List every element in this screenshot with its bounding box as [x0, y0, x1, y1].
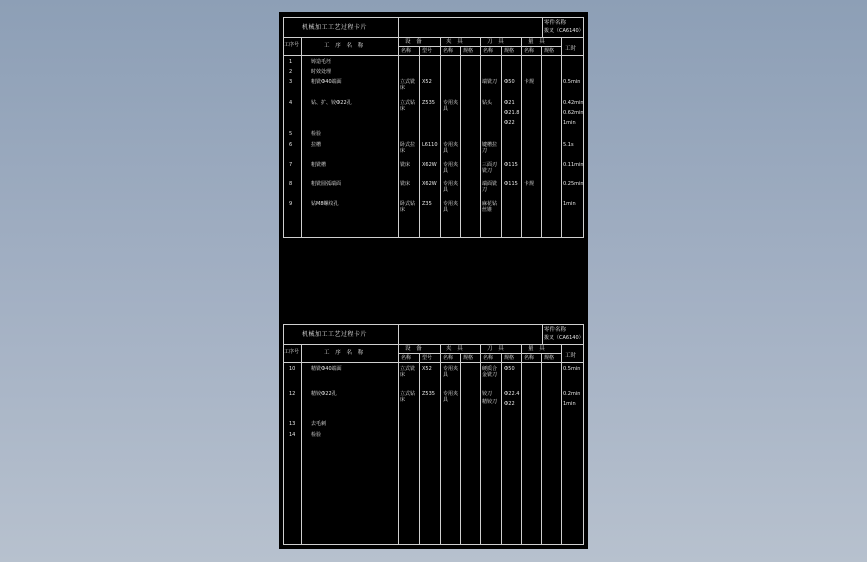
step-name: 粗铣槽 — [311, 162, 327, 168]
tool-name-2: 精铰刀 — [482, 399, 498, 405]
work-hours: 0.42min — [563, 100, 584, 106]
equipment-model: Z35 — [422, 201, 432, 207]
gauge-header: 量 具 — [528, 346, 547, 352]
subheader-spec: 规格 — [504, 355, 515, 361]
tool-header: 刀 具 — [487, 346, 506, 352]
subheader-spec: 规格 — [463, 48, 474, 54]
step-name: 铸造毛坯 — [311, 59, 332, 65]
work-hours: 1min — [563, 201, 576, 207]
equipment-name: 立式铣床 — [400, 79, 416, 91]
rule-v — [419, 46, 420, 237]
rule-v — [561, 37, 562, 237]
equipment-name: 铣床 — [400, 162, 411, 168]
step-no: 3 — [289, 79, 293, 85]
rule-v — [301, 37, 302, 237]
tool-name: 钻头 — [482, 100, 493, 106]
equipment-name: 立式钻床 — [400, 391, 416, 403]
step-no: 7 — [289, 162, 293, 168]
step-no: 5 — [289, 131, 293, 137]
process-card-1 — [283, 17, 584, 238]
fixture-name: 专用夹具 — [443, 366, 459, 378]
work-hours: 5.1s — [563, 142, 574, 148]
equipment-model: X52 — [422, 79, 432, 85]
rule-v — [440, 344, 441, 353]
rule-v — [542, 18, 543, 37]
step-no: 6 — [289, 142, 293, 148]
tool-name: 麻花钻丝锥 — [482, 201, 498, 213]
tool-spec: Ф50 — [504, 366, 515, 372]
step-name-header: 工 序 名 称 — [324, 350, 366, 356]
work-hours-3: 1min — [563, 120, 576, 126]
gauge-name: 卡规 — [524, 79, 535, 85]
rule-v — [398, 325, 399, 544]
step-no-header: 工序号 — [284, 42, 300, 48]
fixture-name: 专用夹具 — [443, 100, 459, 112]
fixture-name: 专用夹具 — [443, 201, 459, 213]
part-name-label: 零件名称 — [544, 327, 567, 333]
subheader-name: 名称 — [524, 48, 535, 54]
subheader-spec: 规格 — [463, 355, 474, 361]
step-no: 4 — [289, 100, 293, 106]
rule-v — [440, 37, 441, 46]
equipment-name: 立式钻床 — [400, 100, 416, 112]
subheader-spec: 规格 — [544, 48, 555, 54]
step-no: 1 — [289, 59, 293, 65]
step-name: 钻M8螺纹孔 — [311, 201, 339, 207]
rule-v — [440, 46, 441, 237]
tool-spec: Ф115 — [504, 181, 518, 187]
work-hours-2: 0.62min — [563, 110, 584, 116]
equipment-model: Z535 — [422, 391, 435, 397]
rule-h — [284, 362, 583, 363]
tool-spec-3: Ф22 — [504, 120, 515, 126]
step-name: 精铰Ф22孔 — [311, 391, 337, 397]
work-hours: 0.2min — [563, 391, 581, 397]
step-name: 精铣Ф40端面 — [311, 366, 342, 372]
step-no: 8 — [289, 181, 293, 187]
fixture-name: 专用夹具 — [443, 181, 459, 193]
tool-name: 铰刀 — [482, 391, 493, 397]
step-name: 钻、扩、铰Ф22孔 — [311, 100, 352, 106]
subheader-name: 名称 — [443, 355, 454, 361]
step-name: 时效处理 — [311, 69, 332, 75]
step-name: 拉槽 — [311, 142, 322, 148]
equipment-name: 立式铣床 — [400, 366, 416, 378]
rule-v — [440, 353, 441, 544]
card-title: 机械加工工艺过程卡片 — [302, 331, 368, 338]
tool-name: 三面刃铣刀 — [482, 162, 498, 174]
rule-v — [301, 344, 302, 544]
step-name-header: 工 序 名 称 — [324, 43, 366, 49]
rule-v — [480, 344, 481, 353]
rule-v — [521, 344, 522, 353]
tool-spec: Ф50 — [504, 79, 515, 85]
step-no: 12 — [289, 391, 296, 397]
work-hours-2: 1min — [563, 401, 576, 407]
subheader-name: 名称 — [443, 48, 454, 54]
tool-spec: Ф22.4 — [504, 391, 520, 397]
subheader-name: 名称 — [401, 48, 412, 54]
rule-v — [521, 353, 522, 544]
tool-header: 刀 具 — [487, 39, 506, 45]
rule-v — [419, 353, 420, 544]
work-hours: 0.25min — [563, 181, 584, 187]
equipment-model: X62W — [422, 162, 437, 168]
step-no-header: 工序号 — [284, 349, 300, 355]
tool-name: 硬质合金铣刀 — [482, 366, 498, 378]
rule-v — [521, 37, 522, 46]
fixture-header: 夹 具 — [446, 39, 465, 45]
part-name-value: 拨叉（CA6140） — [544, 28, 584, 34]
gauge-name: 卡规 — [524, 181, 535, 187]
equipment-header: 设 备 — [405, 39, 424, 45]
rule-v — [480, 37, 481, 46]
equipment-name: 卧式钻床 — [400, 201, 416, 213]
step-name: 检验 — [311, 131, 322, 137]
rule-v — [541, 353, 542, 544]
subheader-name: 名称 — [401, 355, 412, 361]
rule-v — [398, 18, 399, 237]
step-no: 2 — [289, 69, 293, 75]
rule-v — [460, 353, 461, 544]
step-name: 去毛刺 — [311, 421, 327, 427]
work-hours: 0.11min — [563, 162, 584, 168]
equipment-model: Z535 — [422, 100, 435, 106]
subheader-model: 型号 — [422, 355, 433, 361]
equipment-model: L6110 — [422, 142, 438, 148]
part-name-value: 拨叉（CA6140） — [544, 335, 584, 341]
equipment-model: X62W — [422, 181, 437, 187]
tool-name: 端铣刀 — [482, 79, 498, 85]
step-no: 14 — [289, 432, 296, 438]
work-hours: 0.5min — [563, 79, 581, 85]
rule-v — [501, 353, 502, 544]
gauge-header: 量 具 — [528, 39, 547, 45]
rule-h — [398, 37, 583, 38]
rule-v — [541, 46, 542, 237]
rule-v — [521, 46, 522, 237]
tool-name: 键槽拉刀 — [482, 142, 498, 154]
subheader-name: 名称 — [483, 48, 494, 54]
step-no: 9 — [289, 201, 293, 207]
rule-v — [542, 325, 543, 344]
fixture-name: 专用夹具 — [443, 142, 459, 154]
drawing-sheet — [279, 12, 588, 549]
subheader-name: 名称 — [483, 355, 494, 361]
tool-spec: Ф21 — [504, 100, 515, 106]
equipment-name: 卧式拉床 — [400, 142, 416, 154]
tool-spec-2: Ф21.8 — [504, 110, 520, 116]
step-name: 粗铣Ф40端面 — [311, 79, 342, 85]
tool-name: 端面铣刀 — [482, 181, 498, 193]
rule-v — [501, 46, 502, 237]
process-card-2 — [283, 324, 584, 545]
subheader-spec: 规格 — [544, 355, 555, 361]
rule-v — [561, 344, 562, 544]
rule-v — [480, 353, 481, 544]
rule-h — [398, 344, 583, 345]
card-title: 机械加工工艺过程卡片 — [302, 24, 368, 31]
rule-v — [480, 46, 481, 237]
step-name: 粗铣圆弧端面 — [311, 181, 342, 187]
work-hours: 0.5min — [563, 366, 581, 372]
fixture-name: 专用夹具 — [443, 391, 459, 403]
subheader-model: 型号 — [422, 48, 433, 54]
equipment-header: 设 备 — [405, 346, 424, 352]
equipment-name: 铣床 — [400, 181, 411, 187]
step-no: 10 — [289, 366, 296, 372]
tool-spec: Ф115 — [504, 162, 518, 168]
tool-spec-2: Ф22 — [504, 401, 515, 407]
step-name: 检验 — [311, 432, 322, 438]
fixture-header: 夹 具 — [446, 346, 465, 352]
work-hours-header: 工时 — [565, 353, 577, 359]
subheader-name: 名称 — [524, 355, 535, 361]
step-no: 13 — [289, 421, 296, 427]
work-hours-header: 工时 — [565, 46, 577, 52]
equipment-model: X52 — [422, 366, 432, 372]
rule-h — [284, 55, 583, 56]
fixture-name: 专用夹具 — [443, 162, 459, 174]
rule-v — [460, 46, 461, 237]
subheader-spec: 规格 — [504, 48, 515, 54]
part-name-label: 零件名称 — [544, 20, 567, 26]
